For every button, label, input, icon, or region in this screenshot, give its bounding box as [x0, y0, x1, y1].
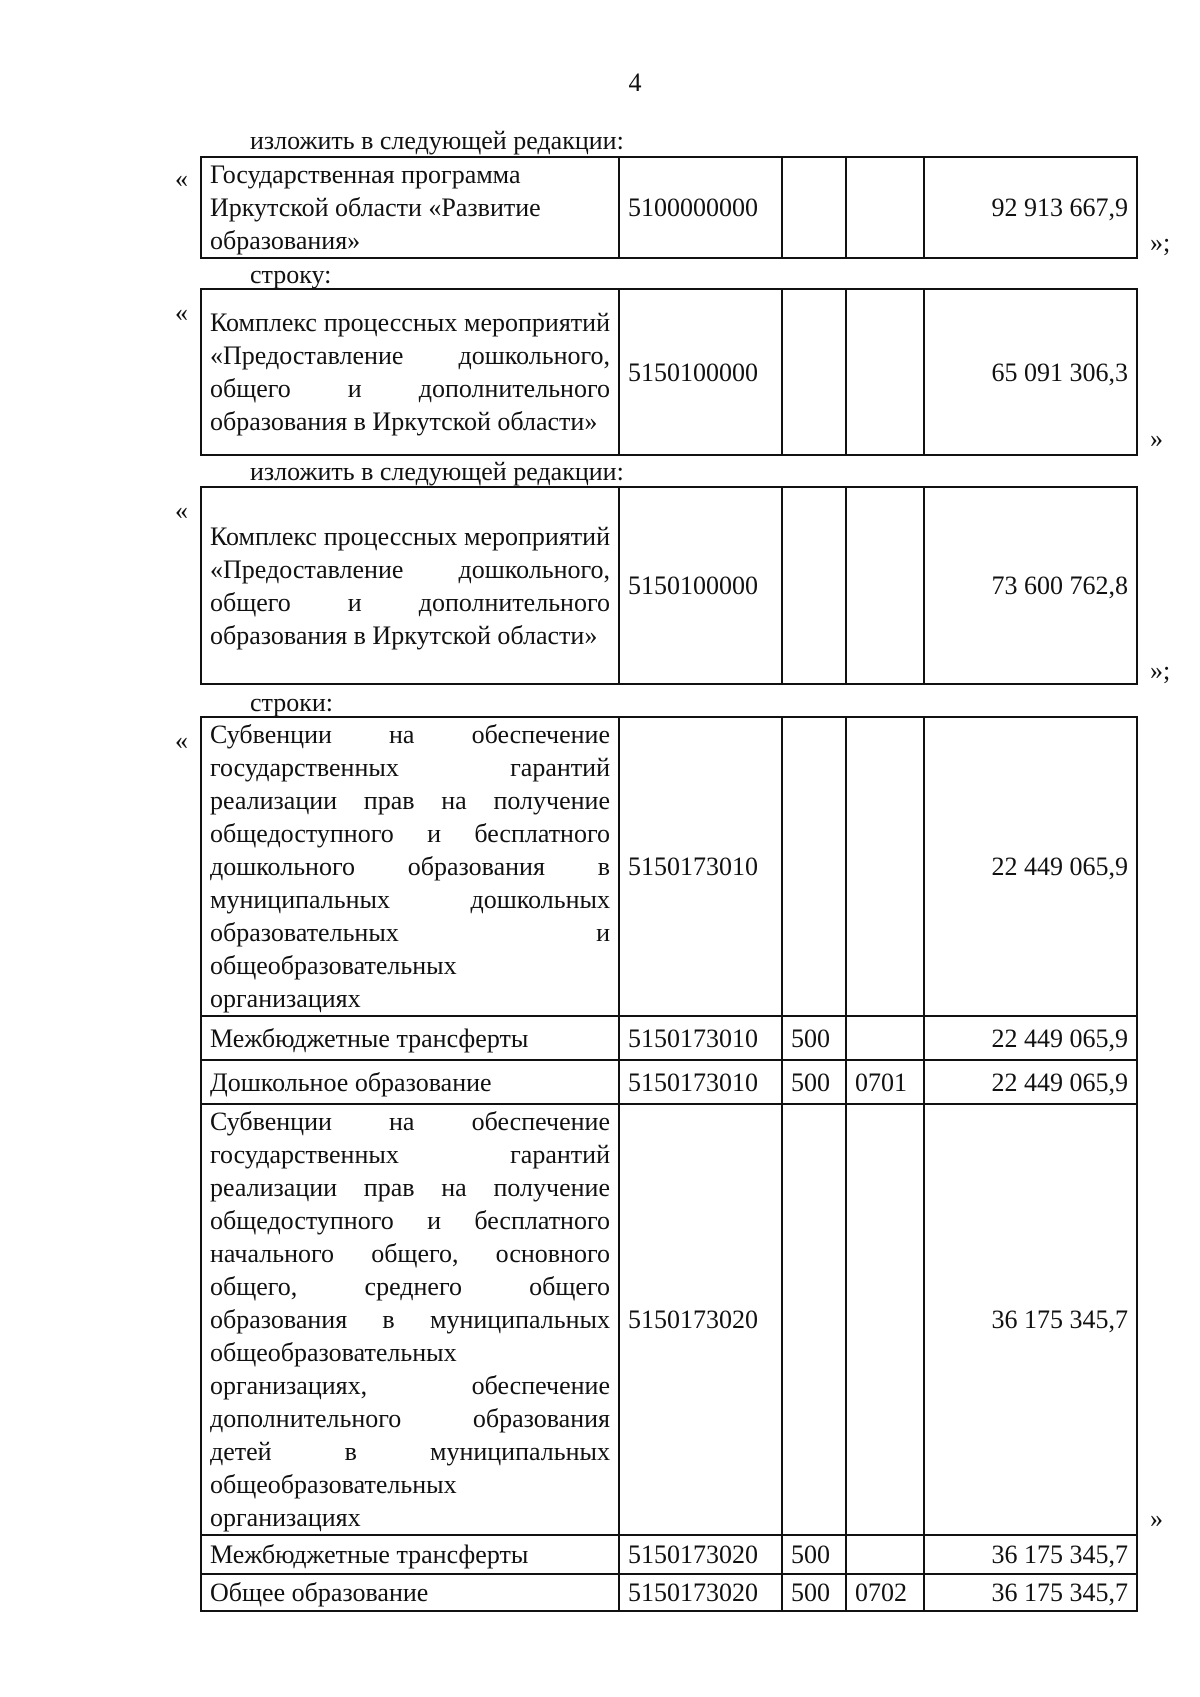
- row-code: 5150100000: [619, 289, 782, 455]
- row-rz: [846, 487, 924, 684]
- row-vr: [782, 157, 846, 258]
- row-sum: 92 913 667,9: [924, 157, 1137, 258]
- table-row: [201, 487, 1137, 684]
- budget-table-3: [200, 486, 1138, 685]
- close-quote: »: [1150, 1504, 1163, 1533]
- open-quote: «: [175, 726, 188, 755]
- row-vr: 500: [782, 1060, 846, 1104]
- row-code: 5100000000: [619, 157, 782, 258]
- row-name: Дошкольное образование: [201, 1060, 619, 1104]
- row-code: 5150173010: [619, 1016, 782, 1060]
- row-sum: 22 449 065,9: [924, 717, 1137, 1016]
- section-heading: строки:: [250, 688, 333, 717]
- close-quote: »;: [1150, 656, 1171, 685]
- row-sum: 36 175 345,7: [924, 1104, 1137, 1535]
- table-row: [201, 1535, 1137, 1574]
- row-sum: 22 449 065,9: [924, 1060, 1137, 1104]
- row-code: 5150173020: [619, 1104, 782, 1535]
- row-rz: 0702: [846, 1574, 924, 1611]
- row-vr: 500: [782, 1535, 846, 1574]
- row-code: 5150173010: [619, 717, 782, 1016]
- row-name: Субвенции на обеспечение государственных гарантий реализации прав на получение общедоступного и бесплатного начального общего, основного общего, среднего общего образования в муниципальных общеобразовательных организациях, обеспечение дополнительного образования детей в муниципальных общеобразовательных организациях: [201, 1104, 619, 1535]
- budget-table-2: [200, 288, 1138, 456]
- close-quote: »: [1150, 424, 1163, 453]
- row-name: Государственная программа Иркутской области «Развитие образования»: [201, 157, 619, 258]
- row-rz: [846, 1535, 924, 1574]
- row-sum: 65 091 306,3: [924, 289, 1137, 455]
- row-vr: [782, 289, 846, 455]
- row-sum: 73 600 762,8: [924, 487, 1137, 684]
- table-row: [201, 289, 1137, 455]
- row-vr: [782, 717, 846, 1016]
- table-row: [201, 1574, 1137, 1611]
- row-rz: [846, 1104, 924, 1535]
- section-heading: изложить в следующей редакции:: [250, 457, 624, 486]
- open-quote: «: [175, 496, 188, 525]
- row-name: Комплекс процессных мероприятий «Предоставление дошкольного, общего и дополнительного образования в Иркутской области»: [201, 487, 619, 684]
- row-name: Субвенции на обеспечение государственных гарантий реализации прав на получение общедоступного и бесплатного дошкольного образования в муниципальных дошкольных образовательных и общеобразовательных организациях: [201, 717, 619, 1016]
- row-sum: 36 175 345,7: [924, 1574, 1137, 1611]
- table-row: [201, 1060, 1137, 1104]
- row-rz: [846, 717, 924, 1016]
- table-row: [201, 1016, 1137, 1060]
- open-quote: «: [175, 298, 188, 327]
- budget-table-4: [200, 716, 1138, 1612]
- table-row: [201, 157, 1137, 258]
- row-name: Межбюджетные трансферты: [201, 1535, 619, 1574]
- budget-table-1: [200, 156, 1138, 259]
- row-code: 5150173020: [619, 1574, 782, 1611]
- row-code: 5150173020: [619, 1535, 782, 1574]
- row-rz: [846, 1016, 924, 1060]
- row-sum: 36 175 345,7: [924, 1535, 1137, 1574]
- row-sum: 22 449 065,9: [924, 1016, 1137, 1060]
- row-vr: [782, 1104, 846, 1535]
- section-heading: изложить в следующей редакции:: [250, 126, 624, 155]
- row-name: Межбюджетные трансферты: [201, 1016, 619, 1060]
- row-vr: 500: [782, 1016, 846, 1060]
- table-row: [201, 1104, 1137, 1535]
- section-heading: строку:: [250, 260, 332, 289]
- row-name: Комплекс процессных мероприятий «Предоставление дошкольного, общего и дополнительного образования в Иркутской области»: [201, 289, 619, 455]
- row-name: Общее образование: [201, 1574, 619, 1611]
- close-quote: »;: [1150, 228, 1171, 257]
- row-vr: 500: [782, 1574, 846, 1611]
- row-vr: [782, 487, 846, 684]
- row-rz: [846, 289, 924, 455]
- row-code: 5150173010: [619, 1060, 782, 1104]
- open-quote: «: [175, 164, 188, 193]
- row-rz: 0701: [846, 1060, 924, 1104]
- page-number: 4: [628, 68, 642, 97]
- table-row: [201, 717, 1137, 1016]
- row-rz: [846, 157, 924, 258]
- row-code: 5150100000: [619, 487, 782, 684]
